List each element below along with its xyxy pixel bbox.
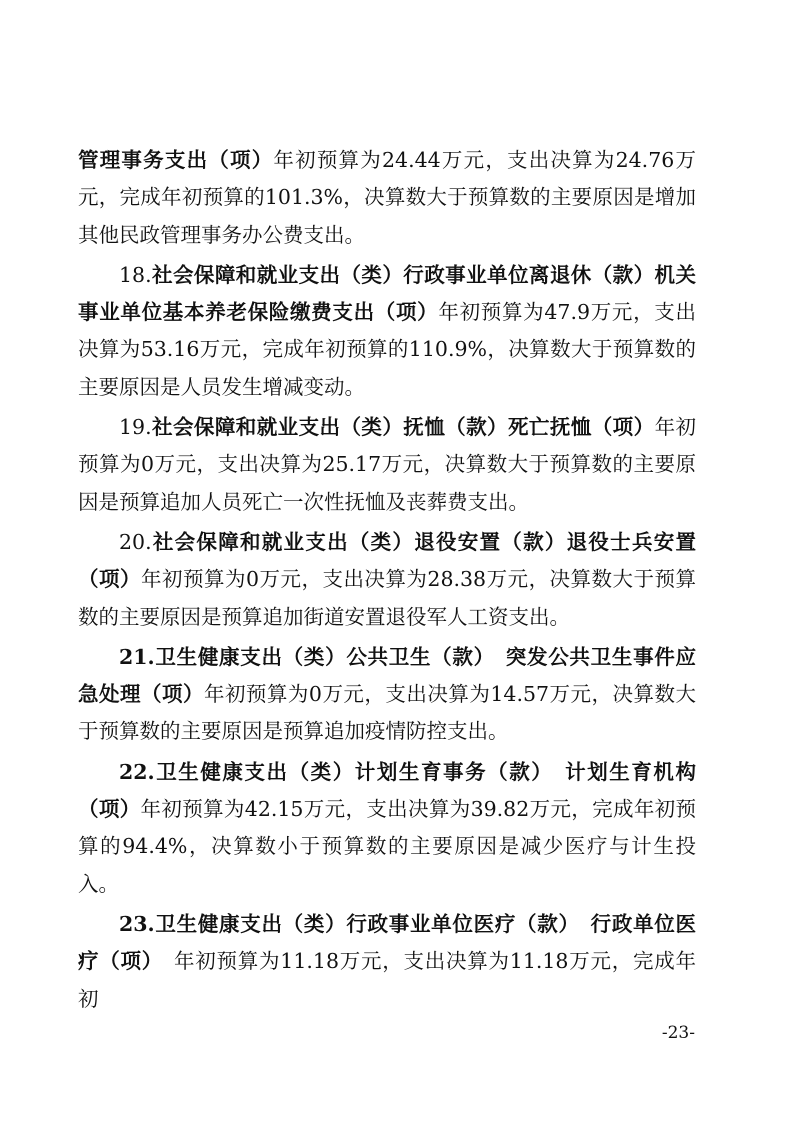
paragraph-heading: 管理事务支出（项） bbox=[78, 148, 274, 172]
paragraph-number: 21. bbox=[119, 644, 155, 669]
paragraph-23 bbox=[78, 906, 696, 1018]
paragraph-text: 年初预算为24.44万元，支出决算为24.76万元，完成年初预算的101.3%，决算数大于预算数的主要原因是增加其他民政管理事务办公费支出。 bbox=[78, 148, 696, 247]
paragraph-number: 19. bbox=[119, 415, 152, 440]
paragraph-20 bbox=[78, 524, 696, 636]
paragraph-18 bbox=[78, 257, 696, 406]
paragraph-heading: 卫生健康支出（类）公共卫生（款） 突发公共卫生事件应急处理（项） bbox=[78, 644, 696, 707]
paragraph-17-continued bbox=[78, 142, 696, 254]
page-number: -23- bbox=[661, 1023, 695, 1043]
paragraph-number: 22. bbox=[119, 759, 155, 784]
paragraph-text: 年初预算为0万元，支出决算为28.38万元，决算数大于预算数的主要原因是预算追加街道安置退役军人工资支出。 bbox=[78, 567, 697, 629]
paragraph-number: 23. bbox=[119, 911, 155, 936]
paragraph-text: 年初预算为47.9万元，支出决算为53.16万元，完成年初预算的110.9%，决算数大于预算数的主要原因是人员发生增减变动。 bbox=[78, 300, 696, 399]
paragraph-heading: 社会保障和就业支出（类）行政事业单位离退休（款）机关事业单位基本养老保险缴费支出（项） bbox=[78, 262, 696, 325]
paragraph-text: 年初预算为0万元，支出决算为14.57万元，决算数大于预算数的主要原因是预算追加疫情防控支出。 bbox=[78, 682, 696, 744]
paragraph-number: 20. bbox=[119, 529, 152, 554]
paragraph-text: 年初预算为42.15万元，支出决算为39.82万元，完成年初预算的94.4%，决算数小于预算数的主要原因是减少医疗与计生投入。 bbox=[78, 797, 697, 896]
paragraph-19 bbox=[78, 409, 696, 521]
paragraph-heading: 社会保障和就业支出（类）退役安置（款）退役士兵安置（项） bbox=[78, 529, 696, 592]
paragraph-text: 年初预算为0万元，支出决算为25.17万元，决算数大于预算数的主要原因是预算追加人员死亡一次性抚恤及丧葬费支出。 bbox=[78, 415, 697, 514]
paragraph-heading: 卫生健康支出（类）计划生育事务（款） 计划生育机构（项） bbox=[78, 759, 696, 822]
document-body bbox=[78, 142, 696, 1021]
paragraph-heading: 社会保障和就业支出（类）抚恤（款）死亡抚恤（项） bbox=[151, 415, 655, 440]
paragraph-heading: 卫生健康支出（类）行政事业单位医疗（款） 行政单位医疗（项） bbox=[78, 911, 696, 974]
paragraph-22 bbox=[78, 754, 696, 903]
paragraph-21 bbox=[78, 639, 696, 751]
paragraph-text: 年初预算为11.18万元，支出决算为11.18万元，完成年初 bbox=[78, 949, 697, 1011]
paragraph-number: 18. bbox=[119, 262, 152, 287]
